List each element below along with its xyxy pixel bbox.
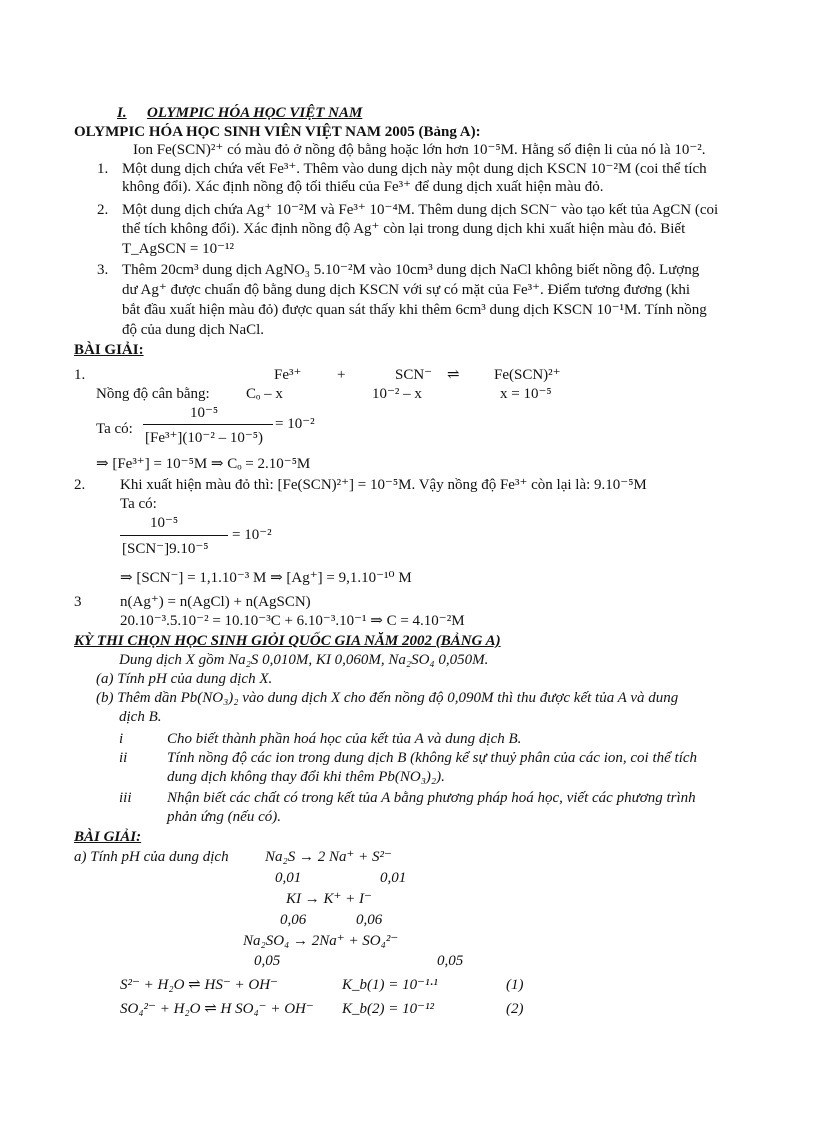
hydrolysis-equation: S²⁻ + H₂O ⇌ HS⁻ + OH⁻ [120, 977, 278, 993]
problem1-intro: Ion Fe(SCN)²⁺ có màu đỏ ở nồng độ bằng hoặc lớn hơn 10⁻⁵M. Hằng số điện li của nó là 10⁻². [133, 142, 706, 158]
step-number: 2. [74, 477, 86, 493]
subquestion-number: iii [119, 790, 132, 806]
subquestion-number: ii [119, 750, 128, 766]
subquestion-line: Nhận biết các chất có trong kết tủa A bằng phương pháp hoá học, viết các phương trình [167, 790, 696, 806]
step-number: 3 [74, 594, 82, 610]
equilibrium-conc: x = 10⁻⁵ [500, 386, 552, 402]
item-line: độ của dung dịch NaCl. [122, 322, 265, 338]
equation-product: Fe(SCN)²⁺ [494, 367, 561, 383]
item-line: T_AgSCN = 10⁻¹² [122, 241, 235, 257]
item-line: thể tích không đổi). Xác định nồng độ Ag⁺ còn lại trong dung dịch khi xuất hiện màu đỏ. Biết [122, 221, 686, 237]
question-b: (b) Thêm dần Pb(NO₃)₂ vào dung dịch X cho đến nồng độ 0,090M thì thu được kết tủa A và dung [96, 690, 679, 706]
dissociation-equation: Na₂S → 2 Na⁺ + S²⁻ [265, 849, 392, 865]
equilibrium-constant: K_b(2) = 10⁻¹² [342, 1001, 435, 1017]
concentration: 0,05 [437, 953, 464, 969]
fraction-numerator: 10⁻⁵ [150, 515, 179, 531]
concentration: 0,01 [380, 870, 407, 886]
subquestion-line: Tính nồng độ các ion trong dung dịch B (không kể sự thuỷ phân của các ion, coi thể tích [167, 750, 698, 766]
fraction-result: = 10⁻² [275, 416, 315, 432]
item-line: Một dung dịch chứa vết Fe³⁺. Thêm vào dung dịch này một dung dịch KSCN 10⁻²M (coi thể tích [122, 161, 707, 177]
dissociation-equation: Na₂SO₄ → 2Na⁺ + SO₄²⁻ [243, 933, 399, 949]
dissociation-equation: KI → K⁺ + I⁻ [286, 891, 372, 907]
equation-plus: + [337, 367, 346, 383]
subquestion-line: dung dịch không thay đổi khi thêm Pb(NO₃)₂). [167, 769, 445, 785]
equilibrium-conc: 10⁻² – x [372, 386, 422, 402]
question-a: (a) Tính pH của dung dịch X. [96, 671, 273, 687]
ta-co-label: Ta có: [120, 496, 157, 512]
item-line: bắt đầu xuất hiện màu đỏ) được quan sát thấy khi thêm 6cm³ dung dịch KSCN 10⁻¹M. Tính nồng [122, 302, 707, 318]
equilibrium-arrow: ⇌ [447, 367, 460, 383]
fraction-denominator: [Fe³⁺](10⁻² – 10⁻⁵) [145, 430, 263, 446]
equation-reactant: SCN⁻ [395, 367, 433, 383]
equilibrium-label: Nồng độ cân bằng: [96, 386, 210, 402]
step-text: Khi xuất hiện màu đỏ thì: [Fe(SCN)²⁺] = 10⁻⁵M. Vậy nồng độ Fe³⁺ còn lại là: 9.10⁻⁵M [120, 477, 647, 493]
item-number: 3. [97, 262, 109, 278]
fraction-denominator: [SCN⁻]9.10⁻⁵ [122, 541, 209, 557]
subquestion-line: Cho biết thành phần hoá học của kết tủa A và dung dịch B. [167, 731, 522, 747]
fraction-numerator: 10⁻⁵ [190, 405, 219, 421]
equilibrium-constant: K_b(1) = 10⁻¹·¹ [342, 977, 438, 993]
step-number: 1. [74, 367, 86, 383]
concentration: 0,06 [280, 912, 307, 928]
equation-number: (1) [506, 977, 524, 993]
concentration: 0,05 [254, 953, 281, 969]
item-line: không đổi). Xác định nồng độ tối thiểu của Fe³⁺ để dung dịch xuất hiện màu đỏ. [122, 179, 604, 195]
fraction-bar [143, 424, 273, 425]
item-line: dư Ag⁺ được chuẩn độ bằng dung dịch KSCN với sự có mặt của Fe³⁺. Điểm tương đương (khi [122, 282, 691, 298]
item-number: 2. [97, 202, 109, 218]
problem2-heading: KỲ THI CHỌN HỌC SINH GIỎI QUỐC GIA NĂM 2002 (BẢNG A) [74, 633, 501, 649]
ta-co-label: Ta có: [96, 421, 133, 437]
step-text: 20.10⁻³.5.10⁻² = 10.10⁻³C + 6.10⁻³.10⁻¹ ⇒ C = 4.10⁻²M [120, 613, 465, 629]
question-b-cont: dịch B. [119, 709, 162, 725]
equilibrium-conc: Cₒ – x [246, 386, 283, 402]
problem1-heading: OLYMPIC HÓA HỌC SINH VIÊN VIỆT NAM 2005 (Bảng A): [74, 124, 481, 140]
equation-reactant: Fe³⁺ [274, 367, 302, 383]
concentration: 0,06 [356, 912, 383, 928]
solution-heading: BÀI GIẢI: [74, 829, 142, 845]
item-line: Một dung dịch chứa Ag⁺ 10⁻²M và Fe³⁺ 10⁻⁴M. Thêm dung dịch SCN⁻ vào tạo kết tủa AgCN (coi [122, 202, 719, 218]
concentration: 0,01 [275, 870, 302, 886]
subquestion-number: i [119, 731, 124, 747]
result-line: ⇒ [SCN⁻] = 1,1.10⁻³ M ⇒ [Ag⁺] = 9,1.10⁻¹⁰ M [120, 570, 412, 586]
hydrolysis-equation: SO₄²⁻ + H₂O ⇌ H SO₄⁻ + OH⁻ [120, 1001, 314, 1017]
fraction-result: = 10⁻² [232, 527, 272, 543]
fraction-bar [120, 535, 228, 536]
item-line: Thêm 20cm³ dung dịch AgNO₃ 5.10⁻²M vào 10cm³ dung dịch NaCl không biết nồng độ. Lượng [122, 262, 700, 278]
step-text: n(Ag⁺) = n(AgCl) + n(AgSCN) [120, 594, 311, 610]
subquestion-line: phản ứng (nếu có). [167, 809, 281, 825]
section-title: OLYMPIC HÓA HỌC VIỆT NAM [147, 105, 363, 121]
result-line: ⇒ [Fe³⁺] = 10⁻⁵M ⇒ Cₒ = 2.10⁻⁵M [96, 456, 311, 472]
solution-heading: BÀI GIẢI: [74, 342, 144, 358]
item-number: 1. [97, 161, 109, 177]
problem2-intro: Dung dịch X gồm Na₂S 0,010M, KI 0,060M, Na₂SO₄ 0,050M. [119, 652, 489, 668]
equation-number: (2) [506, 1001, 524, 1017]
section-number: I. [117, 105, 127, 121]
part-a-label: a) Tính pH của dung dịch [74, 849, 229, 865]
